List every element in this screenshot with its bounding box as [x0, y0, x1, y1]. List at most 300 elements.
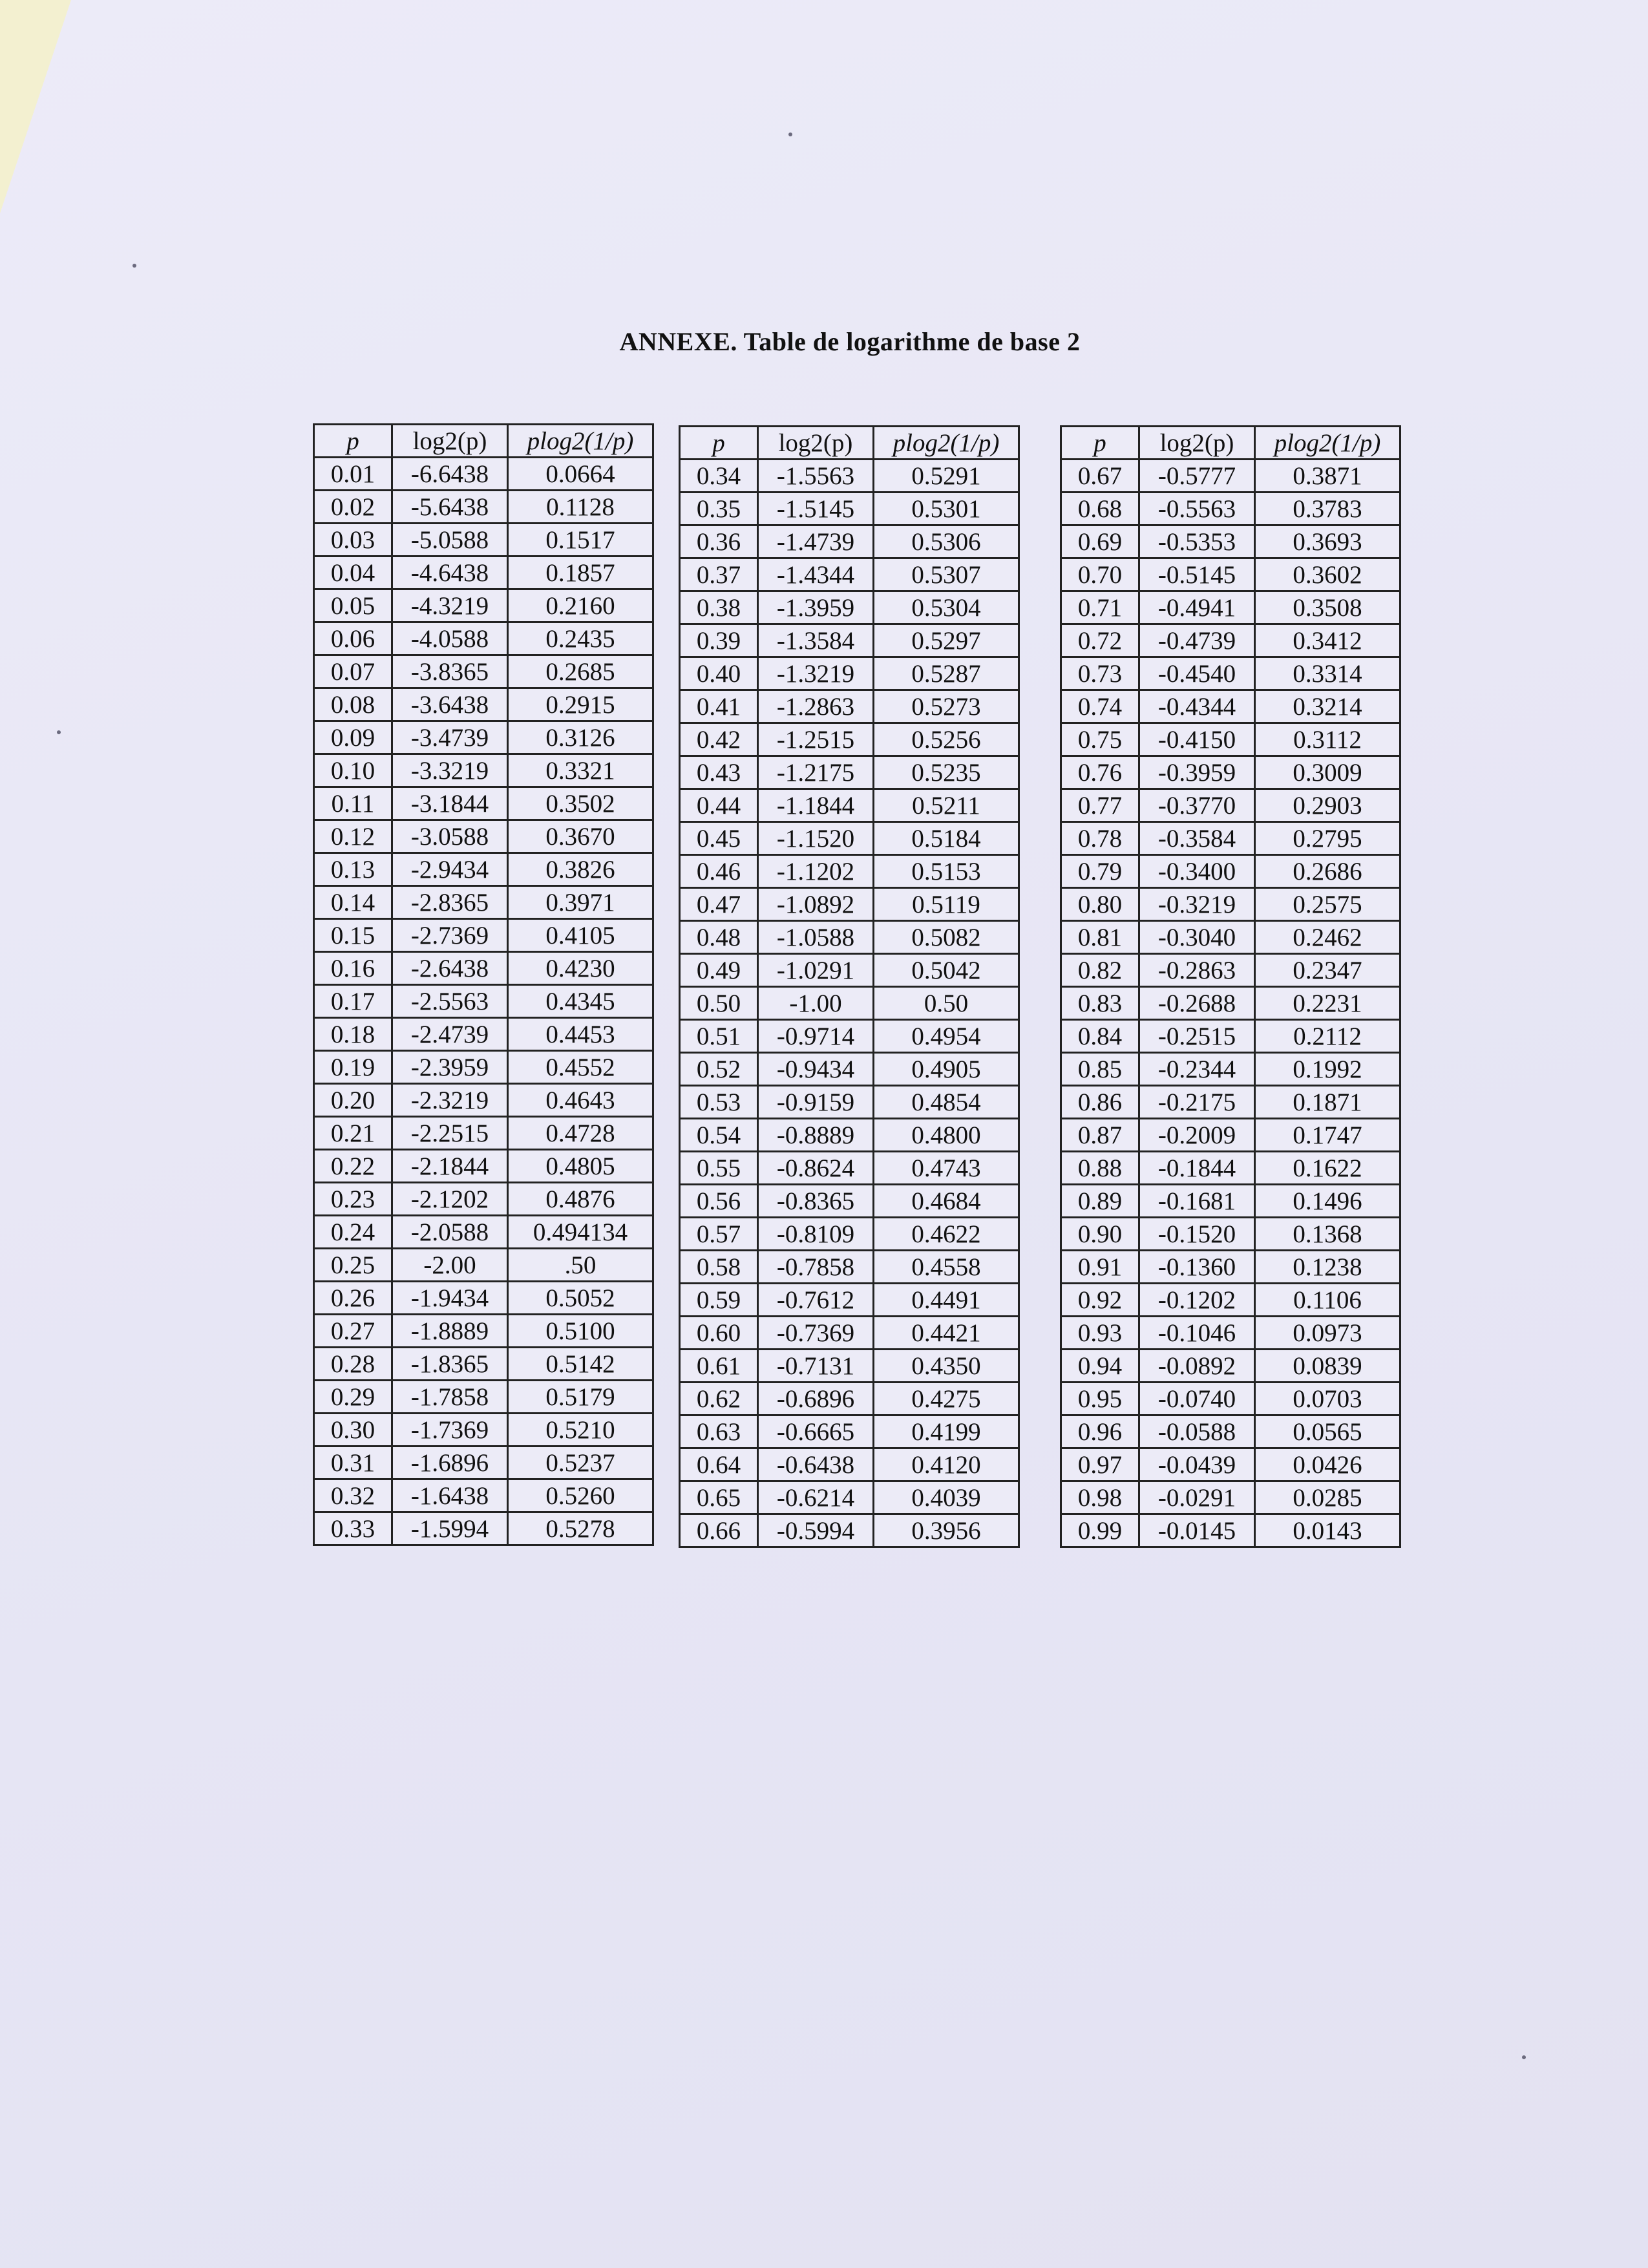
cell-log2p: -0.5563	[1139, 493, 1255, 525]
cell-plog2: 0.5306	[874, 525, 1019, 558]
table-row	[1061, 789, 1400, 822]
table-row	[314, 1315, 653, 1348]
cell-log2p: -2.9434	[392, 853, 508, 886]
cell-p: 0.03	[314, 524, 392, 556]
page-corner-fold	[0, 0, 71, 213]
cell-log2p: -2.7369	[392, 919, 508, 952]
table-row	[680, 525, 1019, 558]
table-row	[1061, 690, 1400, 723]
table-row	[314, 1150, 653, 1183]
cell-p: 0.33	[314, 1512, 392, 1545]
table-row	[314, 1414, 653, 1447]
cell-log2p: -0.3584	[1139, 822, 1255, 855]
cell-plog2: 0.4854	[874, 1086, 1019, 1119]
cell-log2p: -0.0291	[1139, 1481, 1255, 1514]
header-plog2: plog2(1/p)	[1255, 427, 1400, 460]
cell-p: 0.88	[1061, 1152, 1139, 1185]
table-row	[314, 1084, 653, 1117]
cell-log2p: -0.1681	[1139, 1185, 1255, 1218]
cell-plog2: 0.3602	[1255, 558, 1400, 591]
cell-log2p: -1.1202	[758, 855, 874, 888]
table-row	[680, 723, 1019, 756]
cell-plog2: 0.4421	[874, 1317, 1019, 1350]
cell-plog2: 0.5301	[874, 493, 1019, 525]
cell-plog2: 0.2231	[1255, 987, 1400, 1020]
cell-plog2: 0.2915	[508, 688, 653, 721]
cell-p: 0.71	[1061, 591, 1139, 624]
cell-plog2: 0.4800	[874, 1119, 1019, 1152]
cell-p: 0.98	[1061, 1481, 1139, 1514]
table-row	[680, 1053, 1019, 1086]
cell-log2p: -0.9159	[758, 1086, 874, 1119]
cell-log2p: -2.3219	[392, 1084, 508, 1117]
table-row	[314, 622, 653, 655]
cell-log2p: -3.8365	[392, 655, 508, 688]
table-row	[314, 491, 653, 524]
cell-plog2: 0.5184	[874, 822, 1019, 855]
table-row	[680, 1481, 1019, 1514]
table-row	[680, 493, 1019, 525]
cell-p: 0.34	[680, 460, 758, 493]
cell-plog2: 0.4199	[874, 1415, 1019, 1448]
cell-log2p: -1.9434	[392, 1282, 508, 1315]
cell-log2p: -0.7369	[758, 1317, 874, 1350]
table-row	[1061, 723, 1400, 756]
table-row	[680, 1317, 1019, 1350]
cell-log2p: -0.0439	[1139, 1448, 1255, 1481]
cell-log2p: -4.0588	[392, 622, 508, 655]
cell-p: 0.95	[1061, 1383, 1139, 1415]
table-row	[314, 1051, 653, 1084]
cell-log2p: -0.8889	[758, 1119, 874, 1152]
cell-p: 0.35	[680, 493, 758, 525]
table-row	[1061, 460, 1400, 493]
cell-log2p: -4.6438	[392, 556, 508, 589]
table-row	[680, 888, 1019, 921]
cell-plog2: 0.5307	[874, 558, 1019, 591]
cell-p: 0.25	[314, 1249, 392, 1282]
cell-p: 0.17	[314, 985, 392, 1018]
table-row	[680, 624, 1019, 657]
cell-plog2: 0.0839	[1255, 1350, 1400, 1383]
cell-p: 0.56	[680, 1185, 758, 1218]
table-row	[1061, 921, 1400, 954]
table-row	[314, 1249, 653, 1282]
cell-log2p: -1.8889	[392, 1315, 508, 1348]
cell-plog2: 0.2435	[508, 622, 653, 655]
table-header-row	[1061, 427, 1400, 460]
cell-plog2: 0.0565	[1255, 1415, 1400, 1448]
cell-log2p: -1.3959	[758, 591, 874, 624]
cell-log2p: -2.0588	[392, 1216, 508, 1249]
cell-p: 0.16	[314, 952, 392, 985]
cell-log2p: -0.5145	[1139, 558, 1255, 591]
table-body	[680, 460, 1019, 1547]
cell-log2p: -0.8365	[758, 1185, 874, 1218]
cell-plog2: 0.4105	[508, 919, 653, 952]
cell-p: 0.32	[314, 1479, 392, 1512]
table-row	[1061, 525, 1400, 558]
scan-speck	[57, 730, 61, 734]
cell-p: 0.42	[680, 723, 758, 756]
table-row	[314, 1282, 653, 1315]
table-row	[680, 1218, 1019, 1251]
cell-log2p: -0.5777	[1139, 460, 1255, 493]
cell-p: 0.21	[314, 1117, 392, 1150]
cell-log2p: -2.00	[392, 1249, 508, 1282]
cell-p: 0.87	[1061, 1119, 1139, 1152]
cell-p: 0.89	[1061, 1185, 1139, 1218]
header-log2p: log2(p)	[758, 427, 874, 460]
cell-plog2: 0.4876	[508, 1183, 653, 1216]
table-row	[314, 919, 653, 952]
table-row	[680, 591, 1019, 624]
cell-p: 0.62	[680, 1383, 758, 1415]
cell-p: 0.78	[1061, 822, 1139, 855]
cell-log2p: -5.0588	[392, 524, 508, 556]
cell-log2p: -0.6214	[758, 1481, 874, 1514]
cell-log2p: -0.4344	[1139, 690, 1255, 723]
cell-plog2: 0.5287	[874, 657, 1019, 690]
cell-p: 0.39	[680, 624, 758, 657]
cell-p: 0.06	[314, 622, 392, 655]
cell-log2p: -2.4739	[392, 1018, 508, 1051]
cell-plog2: 0.0973	[1255, 1317, 1400, 1350]
cell-plog2: 0.4622	[874, 1218, 1019, 1251]
cell-p: 0.65	[680, 1481, 758, 1514]
table-row	[1061, 756, 1400, 789]
cell-p: 0.14	[314, 886, 392, 919]
table-row	[314, 1183, 653, 1216]
cell-p: 0.85	[1061, 1053, 1139, 1086]
table-row	[680, 1152, 1019, 1185]
cell-log2p: -5.6438	[392, 491, 508, 524]
cell-p: 0.99	[1061, 1514, 1139, 1547]
header-log2p: log2(p)	[1139, 427, 1255, 460]
cell-log2p: -0.2175	[1139, 1086, 1255, 1119]
header-p: p	[1061, 427, 1139, 460]
table-row	[680, 987, 1019, 1020]
table-row	[680, 1284, 1019, 1317]
cell-log2p: -0.2863	[1139, 954, 1255, 987]
table-row	[314, 1479, 653, 1512]
cell-p: 0.49	[680, 954, 758, 987]
cell-log2p: -1.7858	[392, 1381, 508, 1414]
cell-p: 0.96	[1061, 1415, 1139, 1448]
cell-log2p: -3.1844	[392, 787, 508, 820]
cell-log2p: -0.2344	[1139, 1053, 1255, 1086]
cell-log2p: -3.0588	[392, 820, 508, 853]
table-row	[680, 1119, 1019, 1152]
cell-p: 0.64	[680, 1448, 758, 1481]
cell-p: 0.48	[680, 921, 758, 954]
table-row	[1061, 1251, 1400, 1284]
cell-plog2: 0.5042	[874, 954, 1019, 987]
cell-log2p: -3.6438	[392, 688, 508, 721]
cell-p: 0.43	[680, 756, 758, 789]
cell-plog2: 0.0664	[508, 458, 653, 491]
cell-plog2: 0.50	[874, 987, 1019, 1020]
header-p: p	[680, 427, 758, 460]
cell-log2p: -0.2688	[1139, 987, 1255, 1020]
cell-plog2: 0.2347	[1255, 954, 1400, 987]
cell-plog2: 0.1747	[1255, 1119, 1400, 1152]
log-table-2	[679, 425, 1020, 1548]
table-row	[1061, 888, 1400, 921]
cell-log2p: -0.1844	[1139, 1152, 1255, 1185]
cell-log2p: -0.9714	[758, 1020, 874, 1053]
cell-plog2: 0.3126	[508, 721, 653, 754]
table-row	[680, 822, 1019, 855]
cell-p: 0.93	[1061, 1317, 1139, 1350]
cell-log2p: -6.6438	[392, 458, 508, 491]
cell-log2p: -0.7131	[758, 1350, 874, 1383]
cell-p: 0.70	[1061, 558, 1139, 591]
table-row	[314, 952, 653, 985]
table-row	[314, 688, 653, 721]
cell-log2p: -0.7858	[758, 1251, 874, 1284]
cell-p: 0.13	[314, 853, 392, 886]
cell-p: 0.83	[1061, 987, 1139, 1020]
cell-log2p: -1.1844	[758, 789, 874, 822]
table-row	[314, 985, 653, 1018]
table-row	[1061, 1020, 1400, 1053]
cell-plog2: 0.4954	[874, 1020, 1019, 1053]
cell-p: 0.19	[314, 1051, 392, 1084]
table-row	[1061, 657, 1400, 690]
cell-plog2: 0.4120	[874, 1448, 1019, 1481]
cell-p: 0.52	[680, 1053, 758, 1086]
table-row	[314, 721, 653, 754]
table-row	[314, 1447, 653, 1479]
cell-p: 0.58	[680, 1251, 758, 1284]
cell-plog2: 0.0285	[1255, 1481, 1400, 1514]
table-row	[314, 1117, 653, 1150]
cell-plog2: 0.494134	[508, 1216, 653, 1249]
cell-p: 0.37	[680, 558, 758, 591]
cell-plog2: 0.1128	[508, 491, 653, 524]
header-p: p	[314, 425, 392, 458]
cell-log2p: -0.4150	[1139, 723, 1255, 756]
cell-plog2: 0.3871	[1255, 460, 1400, 493]
cell-plog2: 0.5260	[508, 1479, 653, 1512]
cell-plog2: 0.1368	[1255, 1218, 1400, 1251]
cell-p: 0.97	[1061, 1448, 1139, 1481]
cell-plog2: 0.1238	[1255, 1251, 1400, 1284]
header-plog2: plog2(1/p)	[874, 427, 1019, 460]
cell-plog2: 0.4743	[874, 1152, 1019, 1185]
log-table-3	[1060, 425, 1401, 1548]
cell-p: 0.38	[680, 591, 758, 624]
cell-plog2: 0.4558	[874, 1251, 1019, 1284]
table-row	[314, 820, 653, 853]
cell-log2p: -4.3219	[392, 589, 508, 622]
cell-log2p: -0.3400	[1139, 855, 1255, 888]
cell-p: 0.86	[1061, 1086, 1139, 1119]
cell-log2p: -0.1360	[1139, 1251, 1255, 1284]
cell-plog2: 0.4805	[508, 1150, 653, 1183]
cell-plog2: 0.3112	[1255, 723, 1400, 756]
cell-p: 0.84	[1061, 1020, 1139, 1053]
table-row	[314, 556, 653, 589]
cell-p: 0.05	[314, 589, 392, 622]
cell-p: 0.60	[680, 1317, 758, 1350]
cell-p: 0.57	[680, 1218, 758, 1251]
cell-log2p: -1.2515	[758, 723, 874, 756]
table-row	[314, 853, 653, 886]
table-row	[680, 1415, 1019, 1448]
cell-log2p: -2.6438	[392, 952, 508, 985]
cell-log2p: -0.4739	[1139, 624, 1255, 657]
table-header-row	[314, 425, 653, 458]
cell-p: 0.54	[680, 1119, 758, 1152]
table-row	[314, 1216, 653, 1249]
cell-p: 0.07	[314, 655, 392, 688]
cell-log2p: -2.3959	[392, 1051, 508, 1084]
cell-plog2: 0.4230	[508, 952, 653, 985]
cell-log2p: -0.6896	[758, 1383, 874, 1415]
cell-log2p: -1.6896	[392, 1447, 508, 1479]
cell-p: 0.68	[1061, 493, 1139, 525]
cell-plog2: 0.5082	[874, 921, 1019, 954]
cell-plog2: 0.5142	[508, 1348, 653, 1381]
cell-plog2: 0.3502	[508, 787, 653, 820]
table-row	[1061, 493, 1400, 525]
table-row	[1061, 1086, 1400, 1119]
cell-plog2: 0.1496	[1255, 1185, 1400, 1218]
cell-p: 0.30	[314, 1414, 392, 1447]
cell-plog2: 0.5237	[508, 1447, 653, 1479]
cell-p: 0.77	[1061, 789, 1139, 822]
cell-p: 0.74	[1061, 690, 1139, 723]
cell-p: 0.76	[1061, 756, 1139, 789]
cell-log2p: -3.3219	[392, 754, 508, 787]
cell-p: 0.94	[1061, 1350, 1139, 1383]
cell-p: 0.75	[1061, 723, 1139, 756]
cell-p: 0.08	[314, 688, 392, 721]
table-row	[314, 1512, 653, 1545]
table-row	[680, 1448, 1019, 1481]
table-row	[314, 589, 653, 622]
cell-log2p: -0.4941	[1139, 591, 1255, 624]
cell-p: 0.36	[680, 525, 758, 558]
cell-plog2: 0.3956	[874, 1514, 1019, 1547]
cell-plog2: 0.4350	[874, 1350, 1019, 1383]
cell-log2p: -0.3040	[1139, 921, 1255, 954]
table-row	[680, 657, 1019, 690]
cell-plog2: 0.5210	[508, 1414, 653, 1447]
table-row	[314, 1381, 653, 1414]
cell-log2p: -0.1046	[1139, 1317, 1255, 1350]
table-row	[1061, 1448, 1400, 1481]
cell-plog2: .50	[508, 1249, 653, 1282]
cell-p: 0.02	[314, 491, 392, 524]
table-row	[680, 1350, 1019, 1383]
table-row	[1061, 1383, 1400, 1415]
table-row	[680, 1086, 1019, 1119]
cell-log2p: -2.2515	[392, 1117, 508, 1150]
log-table-1	[313, 423, 654, 1546]
table-row	[680, 1020, 1019, 1053]
scan-speck	[788, 132, 792, 136]
cell-log2p: -0.2515	[1139, 1020, 1255, 1053]
cell-p: 0.61	[680, 1350, 758, 1383]
table-row	[1061, 1119, 1400, 1152]
cell-log2p: -1.5994	[392, 1512, 508, 1545]
cell-p: 0.92	[1061, 1284, 1139, 1317]
scan-speck	[1522, 2055, 1526, 2059]
table-row	[1061, 1185, 1400, 1218]
cell-log2p: -0.6665	[758, 1415, 874, 1448]
cell-plog2: 0.4728	[508, 1117, 653, 1150]
cell-log2p: -0.0892	[1139, 1350, 1255, 1383]
table-row	[1061, 1218, 1400, 1251]
cell-log2p: -0.3770	[1139, 789, 1255, 822]
cell-plog2: 0.5235	[874, 756, 1019, 789]
cell-log2p: -3.4739	[392, 721, 508, 754]
cell-plog2: 0.3314	[1255, 657, 1400, 690]
table-row	[1061, 1514, 1400, 1547]
table-row	[680, 756, 1019, 789]
table-row	[1061, 624, 1400, 657]
table-row	[1061, 1152, 1400, 1185]
cell-log2p: -0.6438	[758, 1448, 874, 1481]
cell-p: 0.69	[1061, 525, 1139, 558]
table-row	[1061, 1350, 1400, 1383]
cell-p: 0.50	[680, 987, 758, 1020]
cell-plog2: 0.3009	[1255, 756, 1400, 789]
cell-plog2: 0.3412	[1255, 624, 1400, 657]
cell-plog2: 0.5256	[874, 723, 1019, 756]
cell-plog2: 0.3508	[1255, 591, 1400, 624]
cell-log2p: -0.0145	[1139, 1514, 1255, 1547]
cell-log2p: -1.1520	[758, 822, 874, 855]
cell-plog2: 0.3971	[508, 886, 653, 919]
cell-plog2: 0.4275	[874, 1383, 1019, 1415]
table-row	[1061, 558, 1400, 591]
table-row	[1061, 1284, 1400, 1317]
table-row	[680, 460, 1019, 493]
table-row	[680, 855, 1019, 888]
cell-log2p: -1.4344	[758, 558, 874, 591]
table-header-row	[680, 427, 1019, 460]
cell-plog2: 0.5273	[874, 690, 1019, 723]
cell-plog2: 0.3670	[508, 820, 653, 853]
cell-plog2: 0.5297	[874, 624, 1019, 657]
cell-p: 0.79	[1061, 855, 1139, 888]
cell-log2p: -1.00	[758, 987, 874, 1020]
cell-plog2: 0.4491	[874, 1284, 1019, 1317]
cell-log2p: -0.2009	[1139, 1119, 1255, 1152]
cell-p: 0.82	[1061, 954, 1139, 987]
cell-log2p: -1.0892	[758, 888, 874, 921]
cell-log2p: -1.7369	[392, 1414, 508, 1447]
table-row	[1061, 1317, 1400, 1350]
cell-log2p: -1.6438	[392, 1479, 508, 1512]
table-row	[1061, 822, 1400, 855]
cell-plog2: 0.1857	[508, 556, 653, 589]
cell-log2p: -2.1844	[392, 1150, 508, 1183]
cell-log2p: -0.7612	[758, 1284, 874, 1317]
cell-p: 0.44	[680, 789, 758, 822]
cell-plog2: 0.5291	[874, 460, 1019, 493]
table-row	[680, 690, 1019, 723]
cell-p: 0.45	[680, 822, 758, 855]
cell-plog2: 0.3783	[1255, 493, 1400, 525]
cell-p: 0.40	[680, 657, 758, 690]
cell-log2p: -1.2175	[758, 756, 874, 789]
cell-log2p: -1.5563	[758, 460, 874, 493]
